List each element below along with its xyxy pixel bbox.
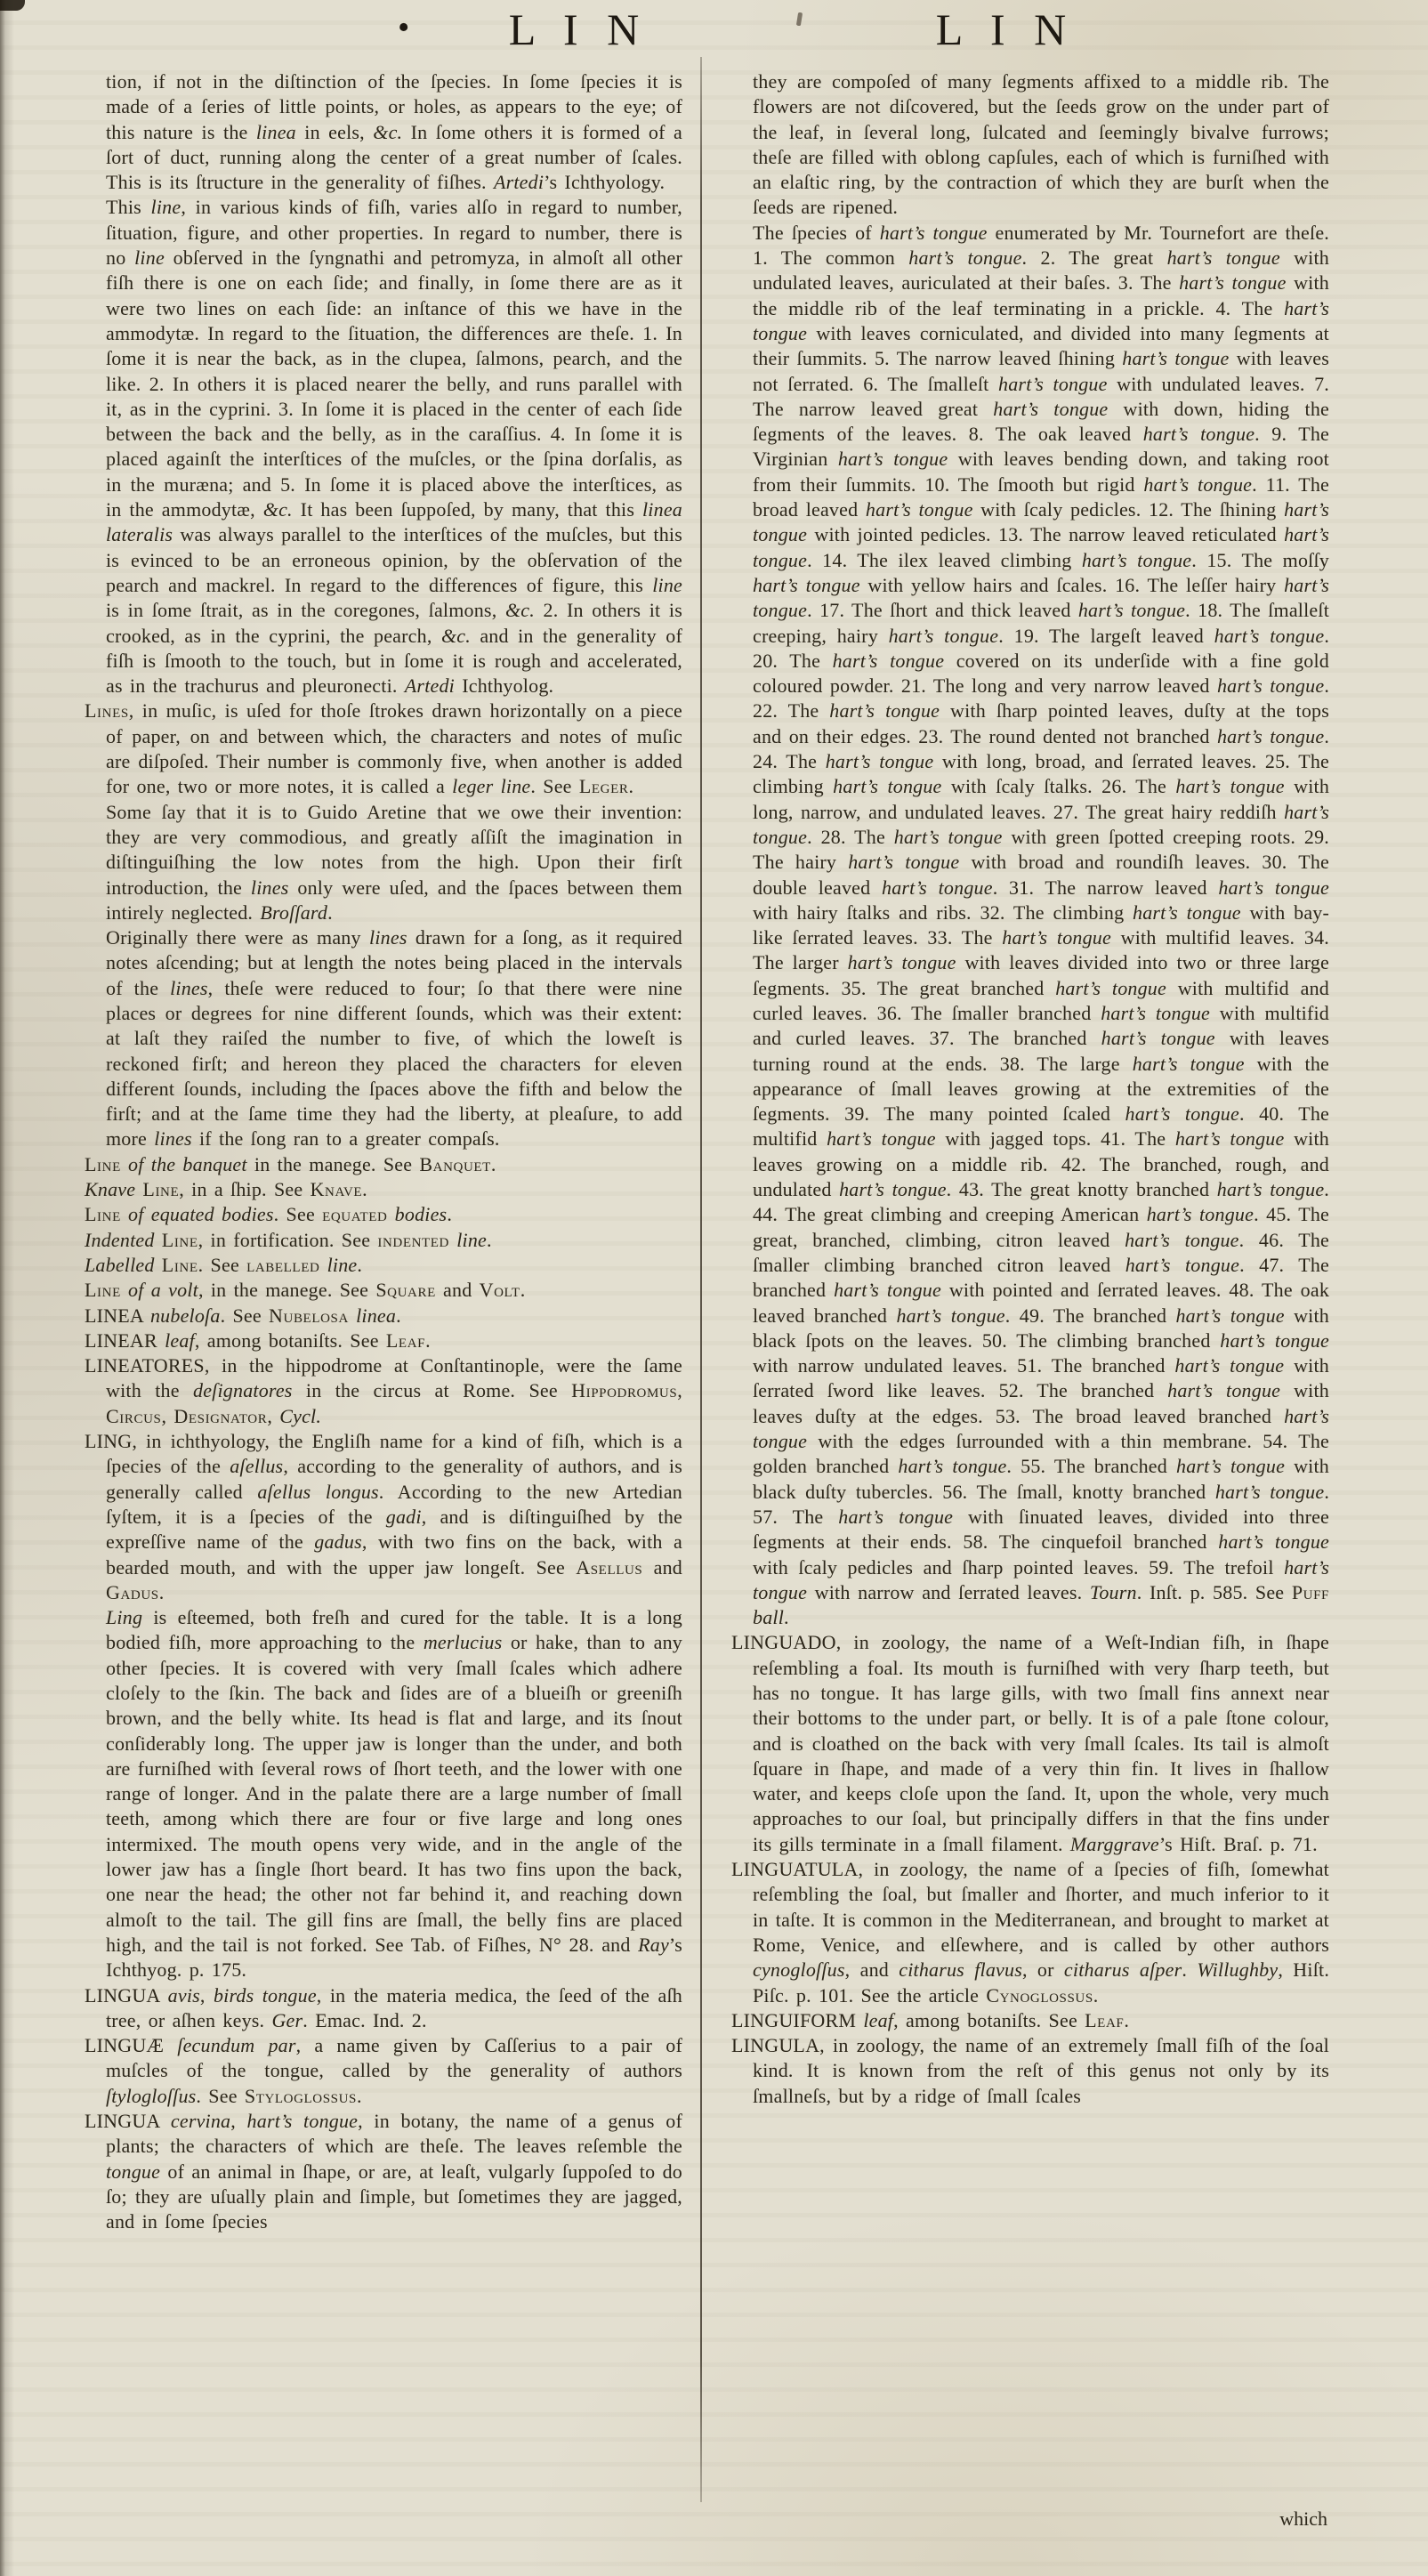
ink-speck xyxy=(796,12,803,27)
entry-paragraph: Labelled Line. See labelled line. xyxy=(85,1253,363,1276)
scan-edge-artifact xyxy=(0,0,25,11)
entry-paragraph: Indented Line, in fortification. See indented line. xyxy=(85,1228,492,1251)
entry-paragraph: Lines, in muſic, is uſed for thoſe ſtrokes drawn horizontally on a piece of paper, on and between which, the characters and notes of muſic are diſpoſed. Their number is commonly five, when another is added for one, two or more notes, it is called a leger line. See Leger. xyxy=(85,699,682,798)
body-paragraph: This line, in various kinds of fiſh, varies alſo in regard to number, ſituation, figure, and other properties. In regard to number, there is no line obſerved in the ſyngnathi and petromyza, in almoſt all other fiſh there is one on each ſide; and finally, in ſome there are as it were two lines on each ſide: an inſtance of this we have in the ammodytæ. In regard to the ſituation, the differences are theſe. 1. In ſome it is near the back, as in the clupea, ſalmons, pearch, and the like. 2. In others it is placed nearer the belly, and runs parallel with it, as in the cyprini. 3. In ſome it is placed in the center of each ſide between the back and the belly, as in the caraſſius. 4. In ſome it is placed againſt the interſtices of the muſcles, or the ſpina dorſalis, as in the muræna; and 5. In ſome it is placed above the interſtices, as in the ammodytæ, &c. It has been ſuppoſed, by many, that this linea lateralis was always parallel to the interſtices of the muſcles, but this is evinced to be an erroneous opinion, by the obſervation of the pearch and mackrel. In regard to the differences of figure, this line is in ſome ſtrait, as in the coregones, ſalmons, &c. 2. In others it is crooked, as in the cyprini, the pearch, &c. and in the generality of fiſh is ſmooth to the touch, but in ſome it is rough and accelerated, as in the trachurus and pleuronecti. Artedi Ichthyolog. xyxy=(106,196,682,698)
text-column-left xyxy=(85,69,682,2235)
entry-paragraph: LINGUIFORM leaf, among botaniſts. See Leaf. xyxy=(731,2008,1130,2031)
entry-paragraph: LINGUÆ ſecundum par, a name given by Caſſerius to a pair of muſcles of the tongue, called by the generality of authors ſtylogloſſus. See Styloglossus. xyxy=(85,2034,683,2107)
body-paragraph: The ſpecies of hart’s tongue enumerated by Mr. Tournefort are theſe. 1. The common hart’s tongue. 2. The great hart’s tongue with undulated leaves, auriculated at their baſes. 3. The hart’s tongue with the middle rib of the leaf terminating in a prickle. 4. The hart’s tongue with leaves corniculated, and divided into many ſegments at their ſummits. 5. The narrow leaved ſhining hart’s tongue with leaves not ſerrated. 6. The ſmalleſt hart’s tongue with undulated leaves. 7. The narrow leaved great hart’s tongue with down, hiding the ſegments of the leaves. 8. The oak leaved hart’s tongue. 9. The Virginian hart’s tongue with leaves bending down, and taking root from their ſummits. 10. The ſmooth but rigid hart’s tongue. 11. The broad leaved hart’s tongue with ſcaly pedicles. 12. The ſhining hart’s tongue with jointed pedicles. 13. The narrow leaved reticulated hart’s tongue. 14. The ilex leaved climbing hart’s tongue. 15. The moſſy hart’s tongue with yellow hairs and ſcales. 16. The leſſer hairy hart’s tongue. 17. The ſhort and thick leaved hart’s tongue. 18. The ſmalleſt creeping, hairy hart’s tongue. 19. The largeſt leaved hart’s tongue. 20. The hart’s tongue covered on its underſide with a fine gold coloured powder. 21. The long and very narrow leaved hart’s tongue. 22. The hart’s tongue with ſharp pointed leaves, duſty at the tops and on their edges. 23. The round dented not branched hart’s tongue. 24. The hart’s tongue with long, broad, and ſerrated leaves. 25. The climbing hart’s tongue with ſcaly ſtalks. 26. The hart’s tongue with long, narrow, and undulated leaves. 27. The great hairy reddiſh hart’s tongue. 28. The hart’s tongue with green ſpotted creeping roots. 29. The hairy hart’s tongue with broad and roundiſh leaves. 30. The double leaved hart’s tongue. 31. The narrow leaved hart’s tongue with hairy ſtalks and ribs. 32. The climbing hart’s tongue with bay-like ſerrated leaves. 33. The hart’s tongue with multifid leaves. 34. The larger hart’s tongue with leaves divided into two or three large ſegments. 35. The great branched hart’s tongue with multifid and curled leaves. 36. The ſmaller branched hart’s tongue with multifid and curled leaves. 37. The branched hart’s tongue with leaves turning round at the ends. 38. The large hart’s tongue with the appearance of ſmall leaves growing at the extremities of the ſegments. 39. The many pointed ſcaled hart’s tongue. 40. The multifid hart’s tongue with jagged tops. 41. The hart’s tongue with leaves growing on a middle rib. 42. The branched, rough, and undulated hart’s tongue. 43. The great knotty branched hart’s tongue. 44. The great climbing and creeping American hart’s tongue. 45. The great, branched, climbing, citron leaved hart’s tongue. 46. The ſmaller climbing branched citron leaved hart’s tongue. 47. The branched hart’s tongue with pointed and ſerrated leaves. 48. The oak leaved branched hart’s tongue. 49. The branched hart’s tongue with black ſpots on the leaves. 50. The climbing branched hart’s tongue with narrow undulated leaves. 51. The branched hart’s tongue with ſerrated ſword like leaves. 52. The branched hart’s tongue with leaves duſty at the edges. 53. The broad leaved branched hart’s tongue with the edges ſurrounded with a thin membrane. 54. The golden branched hart’s tongue. 55. The branched hart’s tongue with black duſty tubercles. 56. The ſmall, knotty branched hart’s tongue. 57. The hart’s tongue with ſinuated leaves, divided into three ſegments at their ends. 58. The cinquefoil branched hart’s tongue with ſcaly pedicles and ſharp pointed leaves. 59. The trefoil hart’s tongue with narrow and ſerrated leaves. Tourn. Inſt. p. 585. See Puff ball. xyxy=(753,221,1330,1629)
body-paragraph: Originally there were as many lines drawn for a ſong, as it required notes aſcending; but at length the notes being placed in the intervals of the lines, theſe were reduced to four; ſo that there were nine places or degrees for nine different ſounds, which was their extent: at laſt they raiſed the number to five, of which the loweſt is reckoned firſt; and hereon they placed the characters for eleven different ſounds, including the ſpaces above the fifth and below the firſt; and at the ſame time they had the liberty, at pleaſure, to add more lines if the ſong ran to a greater compaſs. xyxy=(106,926,683,1151)
entry-paragraph: LINEATORES, in the hippodrome at Conſtantinople, were the ſame with the deſignatores in the circus at Rome. See Hippodromus, Circus, Designator, Cycl. xyxy=(85,1354,682,1427)
entry-paragraph: LINGUA cervina, hart’s tongue, in botany, the name of a genus of plants; the characters of which are theſe. The leaves reſemble the tongue of an animal in ſhape, or are, at leaſt, vulgarly ſuppoſed to do ſo; they are uſually plain and ſimple, but ſometimes they are jagged, and in ſome ſpecies xyxy=(85,2110,682,2233)
entry-paragraph: LINGUA avis, birds tongue, in the materia medica, the ſeed of the aſh tree, or aſhen keys. Ger. Emac. Ind. 2. xyxy=(85,1983,682,2031)
body-paragraph: tion, if not in the diſtinction of the ſpecies. In ſome ſpecies it is made of a ſeries of little points, or holes, as appears to the eye; of this nature is the linea in eels, &c. In ſome others it is formed of a ſort of duct, running along the center of a great number of ſcales. This is its ſtructure in the generality of fiſhes. Artedi’s Ichthyology. xyxy=(106,70,682,194)
column-divider-rule xyxy=(700,57,702,2502)
entry-paragraph: LINGULA, in zoology, the name of an extremely ſmall fiſh of the ſoal kind. It is known from the reſt of this genus not only by its ſmallneſs, but by a ridge of ſmall ſcales xyxy=(731,2034,1329,2107)
entry-paragraph: LINEA nubeloſa. See Nubelosa linea. xyxy=(85,1304,401,1327)
running-title-right: L I N xyxy=(935,4,1076,54)
entry-paragraph: LINGUATULA, in zoology, the name of a ſpecies of fiſh, ſomewhat reſembling the ſoal, but ſmaller and ſhorter, and much inferior to it in taſte. It is common in the Mediterranean, and brought to market at Rome, Venice, and elſewhere, and is called by other authors cynogloſſus, and citharus flavus, or citharus aſper. Willughby, Hiſt. Piſc. p. 101. See the article Cynoglossus. xyxy=(731,1858,1330,2007)
entry-paragraph: LINGUADO, in zoology, the name of a Weſt-Indian fiſh, in ſhape reſembling a foal. Its mouth is furniſhed with very ſharp teeth, but has no tongue. It has large gills, with two ſmall fins annext near their bottoms to the under part, or belly. It is of a pale ſtone colour, and is cloathed on the back with very ſmall ſcales. Its tail is almoſt ſquare in ſhape, and made of a very thin fin. It lives in ſhallow water, and keeps cloſe upon the ſand. It, upon the whole, very much approaches to our ſoal, but principally differs in that the fins under its gills terminate in a ſmall filament. Marggrave’s Hiſt. Braſ. p. 71. xyxy=(731,1631,1329,1855)
body-paragraph: Some ſay that it is to Guido Aretine that we owe their invention: they are very commodious, and greatly aſſiſt the imagination in diſtinguiſhing the low notes from the high. Upon their firſt introduction, the lines only were uſed, and the ſpaces between them intirely neglected. Broſſard. xyxy=(106,800,682,924)
running-title-left: L I N xyxy=(508,4,649,54)
entry-paragraph: Line of equated bodies. See equated bodies. xyxy=(85,1203,453,1226)
entry-paragraph: LINEAR leaf, among botaniſts. See Leaf. xyxy=(85,1328,431,1352)
entry-paragraph: Line of a volt, in the manege. See Square and Volt. xyxy=(85,1279,526,1302)
entry-paragraph: Knave Line, in a ſhip. See Knave. xyxy=(85,1178,367,1201)
catchword: which xyxy=(1279,2507,1327,2530)
signature-bullet: • xyxy=(398,9,410,46)
body-paragraph: Ling is eſteemed, both freſh and cured for the table. It is a long bodied fiſh, more approaching to the merlucius or hake, than to any other ſpecies. It is covered with very ſmall ſcales which adhere cloſely to the ſkin. The back and ſides are of a blueiſh or greeniſh brown, and the belly white. Its head is flat and large, and its ſnout conſiderably long. The upper jaw is longer than the under, and both are furniſhed with ſeveral rows of ſhort teeth, and the lower with one range of longer. And in the palate there are a large number of ſmall teeth, among which there are four or five large and long ones intermixed. The mouth opens very wide, and in the angle of the lower jaw has a ſingle ſhort beard. It has two fins upon the back, one near the head; the other not far behind it, and reaching down almoſt to the tail. The gill fins are ſmall, the belly fins are placed high, and the tail is not forked. See Tab. of Fiſhes, N° 28. and Ray’s Ichthyog. p. 175. xyxy=(106,1606,682,1982)
body-paragraph: they are compoſed of many ſegments affixed to a middle rib. The flowers are not diſcovered, but the ſeeds grow on the under part of the leaf, in ſeveral long, ſulcated and ſeemingly bivalve furrows; theſe are filled with oblong capſules, each of which is furniſhed with an elaſtic ring, by the contraction of which they are burſt when the ſeeds are ripened. xyxy=(753,70,1329,219)
text-column-right xyxy=(731,69,1329,2109)
entry-paragraph: LING, in ichthyology, the Engliſh name for a kind of fiſh, which is a ſpecies of the aſellus, according to the generality of authors, and is generally called aſellus longus. According to the new Artedian ſyſtem, it is a ſpecies of the gadi, and is diſtinguiſhed by the expreſſive name of the gadus, with two fins on the back, with a bearded mouth, and with the upper jaw longeſt. See Asellus and Gadus. xyxy=(85,1430,682,1603)
entry-paragraph: Line of the banquet in the manege. See Banquet. xyxy=(85,1152,496,1175)
